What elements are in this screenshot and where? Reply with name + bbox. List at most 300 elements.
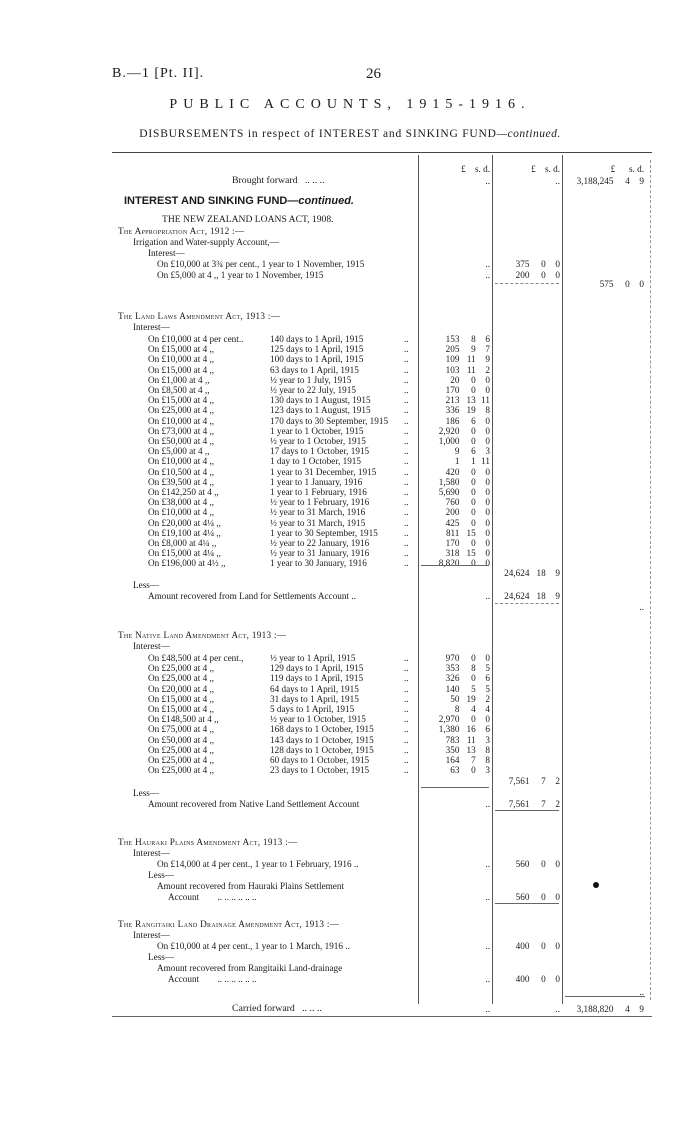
rangitaiki-amount xyxy=(494,940,560,952)
amount-shillings: 8 xyxy=(471,663,476,674)
amount-shillings: 0 xyxy=(471,466,476,477)
loan-principal: On £73,000 at 4 ,, xyxy=(148,425,215,436)
leader-dots: .. xyxy=(404,724,409,735)
hauraki-interest-row: On £14,000 at 4 per cent., 1 year to 1 February, 1916 .. xyxy=(157,859,359,869)
interest-period: 63 days to 1 April, 1915 xyxy=(270,364,359,375)
amount-shillings: 0 xyxy=(471,385,476,395)
amount-shillings: 0 xyxy=(471,487,476,497)
brought-forward-total xyxy=(564,175,644,187)
leader-dots: .. xyxy=(404,744,409,755)
loan-principal: On £15,000 at 4 ,, xyxy=(148,364,215,375)
loan-principal: On £25,000 at 4 ,, xyxy=(148,765,215,776)
recovery-col1: .. xyxy=(485,974,490,984)
amount-shillings: 0 xyxy=(471,673,476,684)
leader-dots: .. xyxy=(404,487,409,497)
amount-shillings: 0 xyxy=(471,517,476,528)
leader-dots: .. xyxy=(404,558,409,569)
interest-period: ½ year to 31 January, 1916 xyxy=(270,548,370,559)
amount-pence: 3 xyxy=(485,765,490,776)
amount-pounds: 400 xyxy=(515,941,530,951)
amount-pence: 5 xyxy=(485,683,490,694)
amount-shillings: 7 xyxy=(541,776,546,786)
amount-pence: 7 xyxy=(485,344,490,355)
col2-heading xyxy=(494,163,560,175)
loan-principal: On £38,000 at 4 ,, xyxy=(148,497,215,508)
amount-pence: 0 xyxy=(485,548,490,559)
brought-forward-col1: .. xyxy=(485,176,490,186)
amount-shillings: 4 xyxy=(471,704,476,714)
land-laws-sum xyxy=(494,567,560,579)
amount-pence: 6 xyxy=(485,724,490,735)
section-heading xyxy=(124,194,354,208)
amount-pence: 9 xyxy=(639,176,644,186)
interest-period: ½ year to 1 October, 1915 xyxy=(270,714,366,725)
amount-pence: 8 xyxy=(485,755,490,765)
amount-shillings: 15 xyxy=(466,548,476,559)
amount-pence: 9 xyxy=(555,568,560,578)
amount-pounds: 560 xyxy=(515,859,530,869)
leader-dots: .. xyxy=(404,663,409,674)
carried-forward-col1: .. xyxy=(485,1004,490,1014)
recovery-col1: .. xyxy=(485,892,490,902)
less-label: Less— xyxy=(148,952,175,962)
interest-period: 129 days to 1 April, 1915 xyxy=(270,663,364,674)
section-heading-continued: continued. xyxy=(298,195,354,207)
amount-pence: 0 xyxy=(485,497,490,508)
interest-label: Interest— xyxy=(133,848,170,858)
amount-shillings: 0 xyxy=(471,507,476,518)
amount-pounds: 170 xyxy=(445,538,460,548)
interest-period: ½ year to 31 March, 1915 xyxy=(270,517,366,528)
interest-label: Interest— xyxy=(133,930,170,940)
amount-shillings: 11 xyxy=(466,364,476,375)
loan-principal: On £25,000 at 4 ,, xyxy=(148,744,215,755)
interest-period: 168 days to 1 October, 1915 xyxy=(270,724,374,735)
amount-shillings: 8 xyxy=(471,334,476,344)
amount-pounds: 1,380 xyxy=(438,724,460,735)
leader-dots: .. xyxy=(404,466,409,477)
interest-period: 100 days to 1 April, 1915 xyxy=(270,354,364,365)
amount-pence: 0 xyxy=(485,653,490,663)
nz-loans-act-title: THE NEW ZEALAND LOANS ACT, 1908. xyxy=(162,214,334,225)
interest-period: 23 days to 1 October, 1915 xyxy=(270,765,370,776)
amount-pounds: 3,188,820 xyxy=(576,1004,614,1014)
loan-principal: On £8,500 at 4 ,, xyxy=(148,385,210,395)
amount-shillings: 11 xyxy=(466,734,476,745)
amount-shillings: 0 xyxy=(541,974,546,984)
land-laws-act-title: The Land Laws Amendment Act, 1913 :— xyxy=(118,311,281,321)
land-laws-recovery-amount xyxy=(494,590,560,602)
amount-shillings: 16 xyxy=(466,724,476,735)
amount-pence: 0 xyxy=(485,538,490,548)
amount-shillings: 13 xyxy=(466,744,476,755)
amount-shillings: 0 xyxy=(471,653,476,663)
loan-principal: On £10,000 at 4 ,, xyxy=(148,354,215,365)
leader-dots: .. xyxy=(404,538,409,548)
amount-pence: 3 xyxy=(485,734,490,745)
col1-heading xyxy=(420,163,490,175)
empty-col1: .. xyxy=(485,270,490,280)
hauraki-recovery-amount xyxy=(494,891,560,903)
amount-pence: 11 xyxy=(481,395,490,406)
amount-pence: 9 xyxy=(639,1004,644,1014)
amount-pounds: 425 xyxy=(445,517,460,528)
less-label: Less— xyxy=(133,580,160,590)
interest-period: 1 year to 1 February, 1916 xyxy=(270,487,367,497)
leader-dots: .. xyxy=(404,456,409,467)
amount-pounds: 2,970 xyxy=(438,714,460,725)
interest-period: 170 days to 30 September, 1915 xyxy=(270,415,389,426)
amount-shillings: 5 xyxy=(471,683,476,694)
interest-label: Interest— xyxy=(133,322,170,332)
leader-dots: .. xyxy=(404,548,409,559)
interest-row-text: On £14,000 at 4 per cent., 1 year to 1 February, 1916 xyxy=(157,859,352,869)
loan-principal: On £15,000 at 4¼ ,, xyxy=(148,548,221,559)
page-subtitle xyxy=(0,128,700,140)
recovery-col3: .. xyxy=(639,987,644,997)
empty-col1: .. xyxy=(485,259,490,269)
native-land-act-title: The Native Land Amendment Act, 1913 :— xyxy=(118,630,287,640)
loan-principal: On £50,000 at 4 ,, xyxy=(148,734,215,745)
amount-pounds: 350 xyxy=(445,744,460,755)
shillings-pence-label: s. d. xyxy=(544,164,560,174)
amount-pounds: 63 xyxy=(450,765,460,776)
rangitaiki-col1: .. xyxy=(485,941,490,951)
interest-period: 1 year to 1 October, 1915 xyxy=(270,425,364,436)
leader-dots: .. xyxy=(404,734,409,745)
irrigation-account-label: Irrigation and Water-supply Account,— xyxy=(133,237,279,247)
interest-period: ½ year to 1 July, 1915 xyxy=(270,374,352,385)
amount-shillings: 0 xyxy=(541,892,546,902)
interest-period: 128 days to 1 October, 1915 xyxy=(270,744,374,755)
brought-forward-label xyxy=(232,175,325,187)
loan-principal: On £15,000 at 4 ,, xyxy=(148,344,215,355)
amount-shillings: 0 xyxy=(471,765,476,776)
amount-shillings: 0 xyxy=(471,436,476,446)
interest-period: 143 days to 1 October, 1915 xyxy=(270,734,374,745)
interest-period: 17 days to 1 October, 1915 xyxy=(270,446,370,457)
loan-principal: On £25,000 at 4 ,, xyxy=(148,755,215,765)
recovery-col3: .. xyxy=(639,602,644,612)
amount-pounds: 375 xyxy=(515,259,530,269)
brought-forward-col2: .. xyxy=(555,176,560,186)
amount-pounds: 970 xyxy=(445,653,460,663)
amount-pence: 0 xyxy=(485,476,490,487)
amount-shillings: 0 xyxy=(471,538,476,548)
amount-shillings: 18 xyxy=(536,591,546,601)
amount-pounds: 103 xyxy=(445,364,460,375)
amount-pence: 4 xyxy=(485,704,490,714)
loan-principal: On £25,000 at 4 ,, xyxy=(148,663,215,674)
amount-pounds: 318 xyxy=(445,548,460,559)
amount-pounds: 200 xyxy=(515,270,530,280)
rangitaiki-act-title: The Rangitaiki Land Drainage Amendment Act, 1913 :— xyxy=(118,919,340,929)
amount-pence: 5 xyxy=(485,663,490,674)
amount-shillings: 0 xyxy=(471,714,476,725)
amount-pounds: 140 xyxy=(445,683,460,694)
hauraki-amount xyxy=(494,858,560,870)
loan-principal: On £75,000 at 4 ,, xyxy=(148,724,215,735)
amount-shillings: 0 xyxy=(541,859,546,869)
amount-pounds: 8,820 xyxy=(438,558,460,569)
interest-period: 64 days to 1 April, 1915 xyxy=(270,683,359,694)
amount-pounds: 20 xyxy=(450,374,460,385)
interest-period: 1 year to 30 September, 1915 xyxy=(270,527,378,538)
amount-cell xyxy=(420,764,490,776)
loan-principal: On £142,250 at 4 ,, xyxy=(148,487,219,497)
amount-pence: 6 xyxy=(485,673,490,684)
interest-period: ½ year to 1 October, 1915 xyxy=(270,436,366,446)
pound-sign: £ xyxy=(531,164,536,174)
interest-period: 1 year to 1 January, 1916 xyxy=(270,476,363,487)
leader-dots: .. xyxy=(404,693,409,704)
leader-dots: .. xyxy=(404,714,409,725)
amount-pence: 0 xyxy=(555,259,560,269)
interest-period: 60 days to 1 October, 1915 xyxy=(270,755,370,765)
amount-pence: 0 xyxy=(485,374,490,385)
interest-period: ½ year to 1 February, 1916 xyxy=(270,497,370,508)
interest-period: 123 days to 1 August, 1915 xyxy=(270,405,371,416)
recovery-col1: .. xyxy=(485,799,490,809)
loan-principal: On £10,000 at 4 per cent.. xyxy=(148,334,244,344)
carried-forward-total xyxy=(564,1003,644,1015)
leader-dots: .. .. .. xyxy=(304,175,325,186)
loan-principal: On £196,000 at 4½ ,, xyxy=(148,558,226,569)
amount-pence: 0 xyxy=(485,436,490,446)
interest-label: Interest— xyxy=(133,641,170,651)
amount-shillings: 4 xyxy=(625,176,630,186)
column-divider xyxy=(418,155,419,1004)
amount-pounds: 3,188,245 xyxy=(576,176,614,186)
amount-pounds: 170 xyxy=(445,385,460,395)
amount-pounds: 7,561 xyxy=(508,776,530,786)
native-land-recovery-amount xyxy=(494,798,560,810)
column-total-rule xyxy=(421,565,489,566)
total-rule xyxy=(565,996,645,997)
leader-dots: .. .. .. .. .. .. xyxy=(217,892,257,902)
amount-shillings: 0 xyxy=(471,476,476,487)
carried-forward-label xyxy=(232,1003,322,1015)
amount-shillings: 13 xyxy=(466,395,476,406)
amount-shillings: 0 xyxy=(625,279,630,289)
amount-pounds: 760 xyxy=(445,497,460,508)
interest-period: ½ year to 22 January, 1916 xyxy=(270,538,370,548)
interest-period: 1 year to 30 January, 1916 xyxy=(270,558,367,569)
amount-pence: 0 xyxy=(485,425,490,436)
amount-pence: 0 xyxy=(485,385,490,395)
amount-shillings: 7 xyxy=(541,799,546,809)
rangitaiki-recovery-label-1: Amount recovered from Rangitaiki Land-drainage xyxy=(157,963,343,973)
amount-pence: 2 xyxy=(485,364,490,375)
loan-principal: On £8,000 at 4¼ ,, xyxy=(148,538,217,548)
amount-pounds: 24,624 xyxy=(504,591,530,601)
subtitle-continued: —continued. xyxy=(496,128,561,140)
amount-shillings: 0 xyxy=(471,374,476,385)
hauraki-recovery-label-2 xyxy=(168,891,257,903)
amount-shillings: 6 xyxy=(471,446,476,457)
leader-dots: .. xyxy=(404,395,409,406)
interest-period: 119 days to 1 April, 1915 xyxy=(270,673,364,684)
amount-pounds: 153 xyxy=(445,334,460,344)
recovery-text: Account xyxy=(168,892,200,902)
carried-forward-text: Carried forward xyxy=(232,1003,295,1014)
amount-pounds: 560 xyxy=(515,892,530,902)
shillings-pence-label: s. d. xyxy=(474,164,490,174)
amount-pence: 2 xyxy=(555,799,560,809)
amount-pence: 0 xyxy=(485,415,490,426)
amount-pence: 0 xyxy=(485,507,490,518)
col3-heading xyxy=(564,163,644,175)
amount-pence: 0 xyxy=(485,487,490,497)
amount-pence: 0 xyxy=(639,279,644,289)
amount-pence: 0 xyxy=(555,270,560,280)
amount-shillings: 11 xyxy=(466,354,476,365)
amount-pounds: 213 xyxy=(445,395,460,406)
interest-period: ½ year to 1 April, 1915 xyxy=(270,653,356,663)
amount-pence: 0 xyxy=(555,974,560,984)
hauraki-act-title: The Hauraki Plains Amendment Act, 1913 :— xyxy=(118,837,298,847)
amount-shillings: 15 xyxy=(466,527,476,538)
column-divider xyxy=(650,160,651,1000)
column-total-rule xyxy=(421,787,489,788)
rangitaiki-recovery-amount xyxy=(494,973,560,985)
leader-dots: .. xyxy=(404,364,409,375)
loan-principal: On £15,000 at 4 ,, xyxy=(148,395,215,406)
leader-dots: .. xyxy=(404,497,409,508)
amount-shillings: 0 xyxy=(471,425,476,436)
amount-cell xyxy=(420,557,490,569)
loan-principal: On £15,000 at 4 ,, xyxy=(148,693,215,704)
amount-pence: 0 xyxy=(485,714,490,725)
loan-principal: On £5,000 at 4 ,, xyxy=(148,446,210,457)
recovery-text: Amount recovered from Land for Settlements Account xyxy=(148,591,350,601)
loan-principal: On £25,000 at 4 ,, xyxy=(148,405,215,416)
interest-period: ½ year to 22 July, 1915 xyxy=(270,385,356,395)
amount-pence: 0 xyxy=(485,466,490,477)
appropriation-act-title: The Appropriation Act, 1912 :— xyxy=(118,226,245,236)
pound-sign: £ xyxy=(610,164,616,174)
amount-shillings: 0 xyxy=(541,259,546,269)
amount-shillings: 0 xyxy=(471,558,476,569)
leader-dots: .. xyxy=(404,415,409,426)
interest-period: ½ year to 31 March, 1916 xyxy=(270,507,366,518)
leader-dots: .. xyxy=(404,517,409,528)
loan-principal: On £20,000 at 4 ,, xyxy=(148,683,215,694)
amount-pence: 0 xyxy=(485,517,490,528)
hauraki-col1: .. xyxy=(485,859,490,869)
leader-dots: .. xyxy=(404,334,409,344)
amount-shillings: 7 xyxy=(471,755,476,765)
amount-pounds: 336 xyxy=(445,405,460,416)
leader-dots: .. xyxy=(404,507,409,518)
subtitle-text: DISBURSEMENTS in respect of INTEREST and SINKING FUND xyxy=(139,128,497,140)
leader-dots: .. xyxy=(404,344,409,355)
interest-period: 31 days to 1 April, 1915 xyxy=(270,693,359,704)
amount-shillings: 0 xyxy=(541,270,546,280)
leader-dots: .. .. .. .. .. .. xyxy=(217,974,257,984)
leader-dots: .. xyxy=(404,385,409,395)
interest-row-text: On £10,000 at 4 per cent., 1 year to 1 March, 1916 xyxy=(157,941,343,951)
loan-principal: On £10,500 at 4 ,, xyxy=(148,466,215,477)
section-heading-text: INTEREST AND SINKING FUND— xyxy=(124,195,299,207)
amount-pounds: 109 xyxy=(445,354,460,365)
amount-pence: 6 xyxy=(485,334,490,344)
amount-shillings: 18 xyxy=(536,568,546,578)
leader-dots: .. .. .. xyxy=(302,1003,322,1014)
interest-period: 140 days to 1 April, 1915 xyxy=(270,334,364,344)
column-divider xyxy=(492,155,493,1004)
amount-shillings: 6 xyxy=(471,415,476,426)
nz-loans-total xyxy=(564,278,644,290)
amount-pence: 8 xyxy=(485,405,490,416)
leader-dots: .. xyxy=(404,765,409,776)
loan-principal: On £10,000 at 4 ,, xyxy=(148,415,215,426)
amount-pounds: 200 xyxy=(445,507,460,518)
loan-principal: On £39,500 at 4 ,, xyxy=(148,476,215,487)
amount-shillings: 0 xyxy=(471,497,476,508)
native-settlement-recovery-label: Amount recovered from Native Land Settlement Account xyxy=(148,799,360,809)
rangitaiki-recovery-label-2 xyxy=(168,973,257,985)
interest-period: 130 days to 1 August, 1915 xyxy=(270,395,371,406)
loan-principal: On £10,000 at 4 ,, xyxy=(148,507,215,518)
amount-pounds: 811 xyxy=(445,527,460,538)
loan-principal: On £48,500 at 4 per cent., xyxy=(148,653,244,663)
amount-pence: 2 xyxy=(485,693,490,704)
subtotal-rule xyxy=(495,903,559,904)
interest-period: 1 year to 31 December, 1915 xyxy=(270,466,377,477)
amount-pounds: 1,580 xyxy=(438,476,460,487)
loan-principal: On £1,000 at 4 ,, xyxy=(148,374,210,385)
amount-shillings: 1 xyxy=(471,456,476,467)
leader-dots: .. xyxy=(404,527,409,538)
loan-principal: On £20,000 at 4¼ ,, xyxy=(148,517,221,528)
brought-forward-text: Brought forward xyxy=(232,175,298,186)
loan-principal: On £148,500 at 4 ,, xyxy=(148,714,219,725)
amount-pence: 3 xyxy=(485,446,490,457)
subtotal-rule xyxy=(495,283,559,284)
amount-pence: 0 xyxy=(485,527,490,538)
leader-dots: .. xyxy=(404,755,409,765)
shillings-pence-label: s. d. xyxy=(628,164,644,174)
amount-pounds: 186 xyxy=(445,415,460,426)
recovery-text: Account xyxy=(168,974,200,984)
amount-pounds: 353 xyxy=(445,663,460,674)
interest-label: Interest— xyxy=(148,248,185,258)
less-label: Less— xyxy=(133,788,160,798)
amount-pence: 8 xyxy=(485,744,490,755)
amount-pence: 11 xyxy=(481,456,490,467)
recovery-col1: .. xyxy=(485,591,490,601)
leader-dots: .. xyxy=(404,683,409,694)
leader-dots: .. xyxy=(404,436,409,446)
amount-pence: 2 xyxy=(555,776,560,786)
leader-dots: .. xyxy=(404,446,409,457)
loan-principal: On £15,000 at 4 ,, xyxy=(148,704,215,714)
pound-sign: £ xyxy=(461,164,466,174)
amount-shillings: 19 xyxy=(466,693,476,704)
amount-pounds: 2,920 xyxy=(438,425,460,436)
amount-pounds: 5,690 xyxy=(438,487,460,497)
leader-dots: .. xyxy=(404,653,409,663)
amount-shillings: 9 xyxy=(471,344,476,355)
hauraki-recovery-label-1: Amount recovered from Hauraki Plains Settlement xyxy=(157,881,345,891)
interest-row: On £10,000 at 3¾ per cent., 1 year to 1 November, 1915 xyxy=(157,259,365,269)
rangitaiki-interest-row: On £10,000 at 4 per cent., 1 year to 1 March, 1916 .. xyxy=(157,941,350,951)
amount-pounds: 9 xyxy=(454,446,460,457)
leader-dots: .. xyxy=(404,476,409,487)
interest-period: 1 day to 1 October, 1915 xyxy=(270,456,361,467)
amount-pence: 9 xyxy=(485,354,490,365)
